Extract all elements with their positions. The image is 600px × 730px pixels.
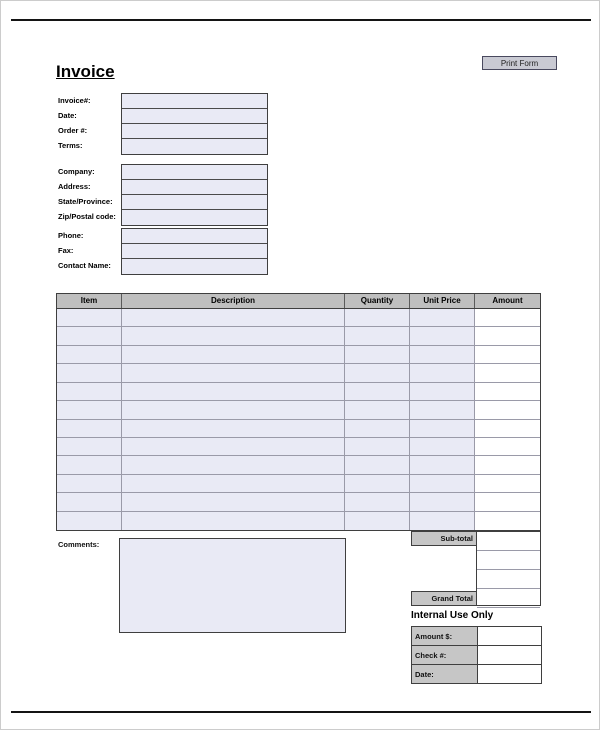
item-row-cell[interactable]	[122, 383, 345, 401]
order-number-label: Order #:	[58, 126, 88, 135]
item-row-cell[interactable]	[122, 401, 345, 419]
item-row-cell[interactable]	[122, 420, 345, 438]
invoice-meta-fields	[121, 93, 268, 155]
item-row-cell[interactable]	[57, 512, 122, 530]
internal-check-label: Check #:	[412, 646, 478, 665]
terms-input[interactable]	[122, 142, 267, 157]
phone-label: Phone:	[58, 231, 84, 240]
internal-date-input[interactable]	[478, 666, 541, 684]
zip-postal-label: Zip/Postal code:	[58, 212, 116, 221]
item-row-cell[interactable]	[475, 493, 540, 511]
date-label: Date:	[58, 111, 77, 120]
comments-textarea[interactable]	[119, 538, 346, 633]
item-row-cell[interactable]	[410, 401, 475, 419]
item-row-cell[interactable]	[345, 420, 410, 438]
item-row-cell[interactable]	[57, 493, 122, 511]
invoice-number-label: Invoice#:	[58, 96, 91, 105]
item-row-cell[interactable]	[475, 346, 540, 364]
item-row-cell[interactable]	[345, 346, 410, 364]
item-row-cell[interactable]	[410, 475, 475, 493]
grand-total-label: Grand Total	[411, 591, 477, 606]
column-header-quantity: Quantity	[345, 294, 410, 308]
print-form-button[interactable]: Print Form	[482, 56, 557, 70]
item-row-cell[interactable]	[345, 327, 410, 345]
item-row-cell[interactable]	[122, 438, 345, 456]
item-row-cell[interactable]	[57, 346, 122, 364]
item-row-cell[interactable]	[57, 401, 122, 419]
contact-name-label: Contact Name:	[58, 261, 111, 270]
address-label: Address:	[58, 182, 91, 191]
item-row-cell[interactable]	[122, 364, 345, 382]
item-row-cell[interactable]	[122, 493, 345, 511]
contact-labels	[58, 228, 111, 273]
item-row-cell[interactable]	[57, 438, 122, 456]
bottom-rule	[11, 711, 591, 713]
items-table-header	[56, 293, 541, 308]
item-row-cell[interactable]	[410, 383, 475, 401]
subtotal-input[interactable]	[477, 533, 540, 551]
fax-label: Fax:	[58, 246, 74, 255]
internal-use-title: Internal Use Only	[411, 610, 494, 621]
state-province-label: State/Province:	[58, 197, 113, 206]
item-row-cell[interactable]	[122, 512, 345, 530]
item-row-cell[interactable]	[345, 493, 410, 511]
item-row-cell[interactable]	[475, 401, 540, 419]
column-header-description: Description	[122, 294, 345, 308]
item-row-cell[interactable]	[345, 309, 410, 327]
contact-name-input[interactable]	[122, 262, 267, 277]
item-row-cell[interactable]	[122, 309, 345, 327]
item-row-cell[interactable]	[122, 456, 345, 474]
totals-amount-column	[476, 531, 541, 606]
table-row	[57, 438, 540, 456]
items-table-body	[56, 308, 541, 531]
item-row-cell[interactable]	[475, 309, 540, 327]
item-row-cell[interactable]	[57, 456, 122, 474]
column-header-item: Item	[57, 294, 122, 308]
table-row	[57, 475, 540, 493]
internal-amount-input[interactable]	[478, 628, 541, 646]
invoice-meta-labels	[58, 93, 91, 153]
contact-fields	[121, 228, 268, 275]
company-labels	[58, 164, 116, 224]
item-row-cell[interactable]	[57, 475, 122, 493]
table-row	[57, 493, 540, 511]
items-table	[56, 293, 541, 531]
totals-section	[411, 531, 541, 606]
item-row-cell[interactable]	[475, 383, 540, 401]
internal-date-label: Date:	[412, 665, 478, 684]
internal-check-input[interactable]	[478, 647, 541, 665]
page-title: Invoice	[56, 62, 115, 81]
subtotal-label: Sub-total	[411, 531, 477, 546]
totals-blank-input-3[interactable]	[477, 590, 540, 608]
table-row	[57, 346, 540, 364]
item-row-cell[interactable]	[475, 438, 540, 456]
item-row-cell[interactable]	[410, 346, 475, 364]
item-row-cell[interactable]	[122, 346, 345, 364]
table-row	[57, 401, 540, 419]
item-row-cell[interactable]	[345, 364, 410, 382]
item-row-cell[interactable]	[410, 512, 475, 530]
table-row	[57, 383, 540, 401]
item-row-cell[interactable]	[122, 327, 345, 345]
item-row-cell[interactable]	[410, 309, 475, 327]
item-row-cell[interactable]	[410, 364, 475, 382]
item-row-cell[interactable]	[475, 327, 540, 345]
table-row	[412, 665, 542, 684]
totals-blank-input-2[interactable]	[477, 571, 540, 589]
table-row	[57, 309, 540, 327]
table-row	[57, 420, 540, 438]
item-row-cell[interactable]	[57, 309, 122, 327]
item-row-cell[interactable]	[475, 364, 540, 382]
internal-amount-label: Amount $:	[412, 627, 478, 646]
item-row-cell[interactable]	[345, 438, 410, 456]
item-row-cell[interactable]	[475, 475, 540, 493]
table-row	[412, 627, 542, 646]
table-row	[57, 456, 540, 474]
item-row-cell[interactable]	[57, 383, 122, 401]
comments-label: Comments:	[58, 540, 100, 549]
table-row	[57, 512, 540, 530]
item-row-cell[interactable]	[345, 512, 410, 530]
table-row	[57, 364, 540, 382]
item-row-cell[interactable]	[345, 475, 410, 493]
item-row-cell[interactable]	[475, 420, 540, 438]
company-label: Company:	[58, 167, 95, 176]
internal-use-table	[411, 626, 542, 684]
item-row-cell[interactable]	[57, 420, 122, 438]
item-row-cell[interactable]	[410, 327, 475, 345]
item-row-cell[interactable]	[345, 456, 410, 474]
item-row-cell[interactable]	[345, 401, 410, 419]
company-fields	[121, 164, 268, 226]
column-header-amount: Amount	[492, 296, 523, 305]
item-row-cell[interactable]	[57, 327, 122, 345]
table-row	[412, 646, 542, 665]
item-row-cell[interactable]	[410, 420, 475, 438]
item-row-cell[interactable]	[410, 438, 475, 456]
item-row-cell[interactable]	[475, 512, 540, 530]
item-row-cell[interactable]	[57, 364, 122, 382]
item-row-cell[interactable]	[345, 383, 410, 401]
totals-blank-input-1[interactable]	[477, 552, 540, 570]
column-header-unit-price: Unit Price	[410, 294, 475, 308]
item-row-cell[interactable]	[122, 475, 345, 493]
top-rule	[11, 19, 591, 21]
table-row	[57, 327, 540, 345]
zip-postal-input[interactable]	[122, 213, 267, 228]
terms-label: Terms:	[58, 141, 83, 150]
item-row-cell[interactable]	[410, 456, 475, 474]
item-row-cell[interactable]	[410, 493, 475, 511]
item-row-cell[interactable]	[475, 456, 540, 474]
